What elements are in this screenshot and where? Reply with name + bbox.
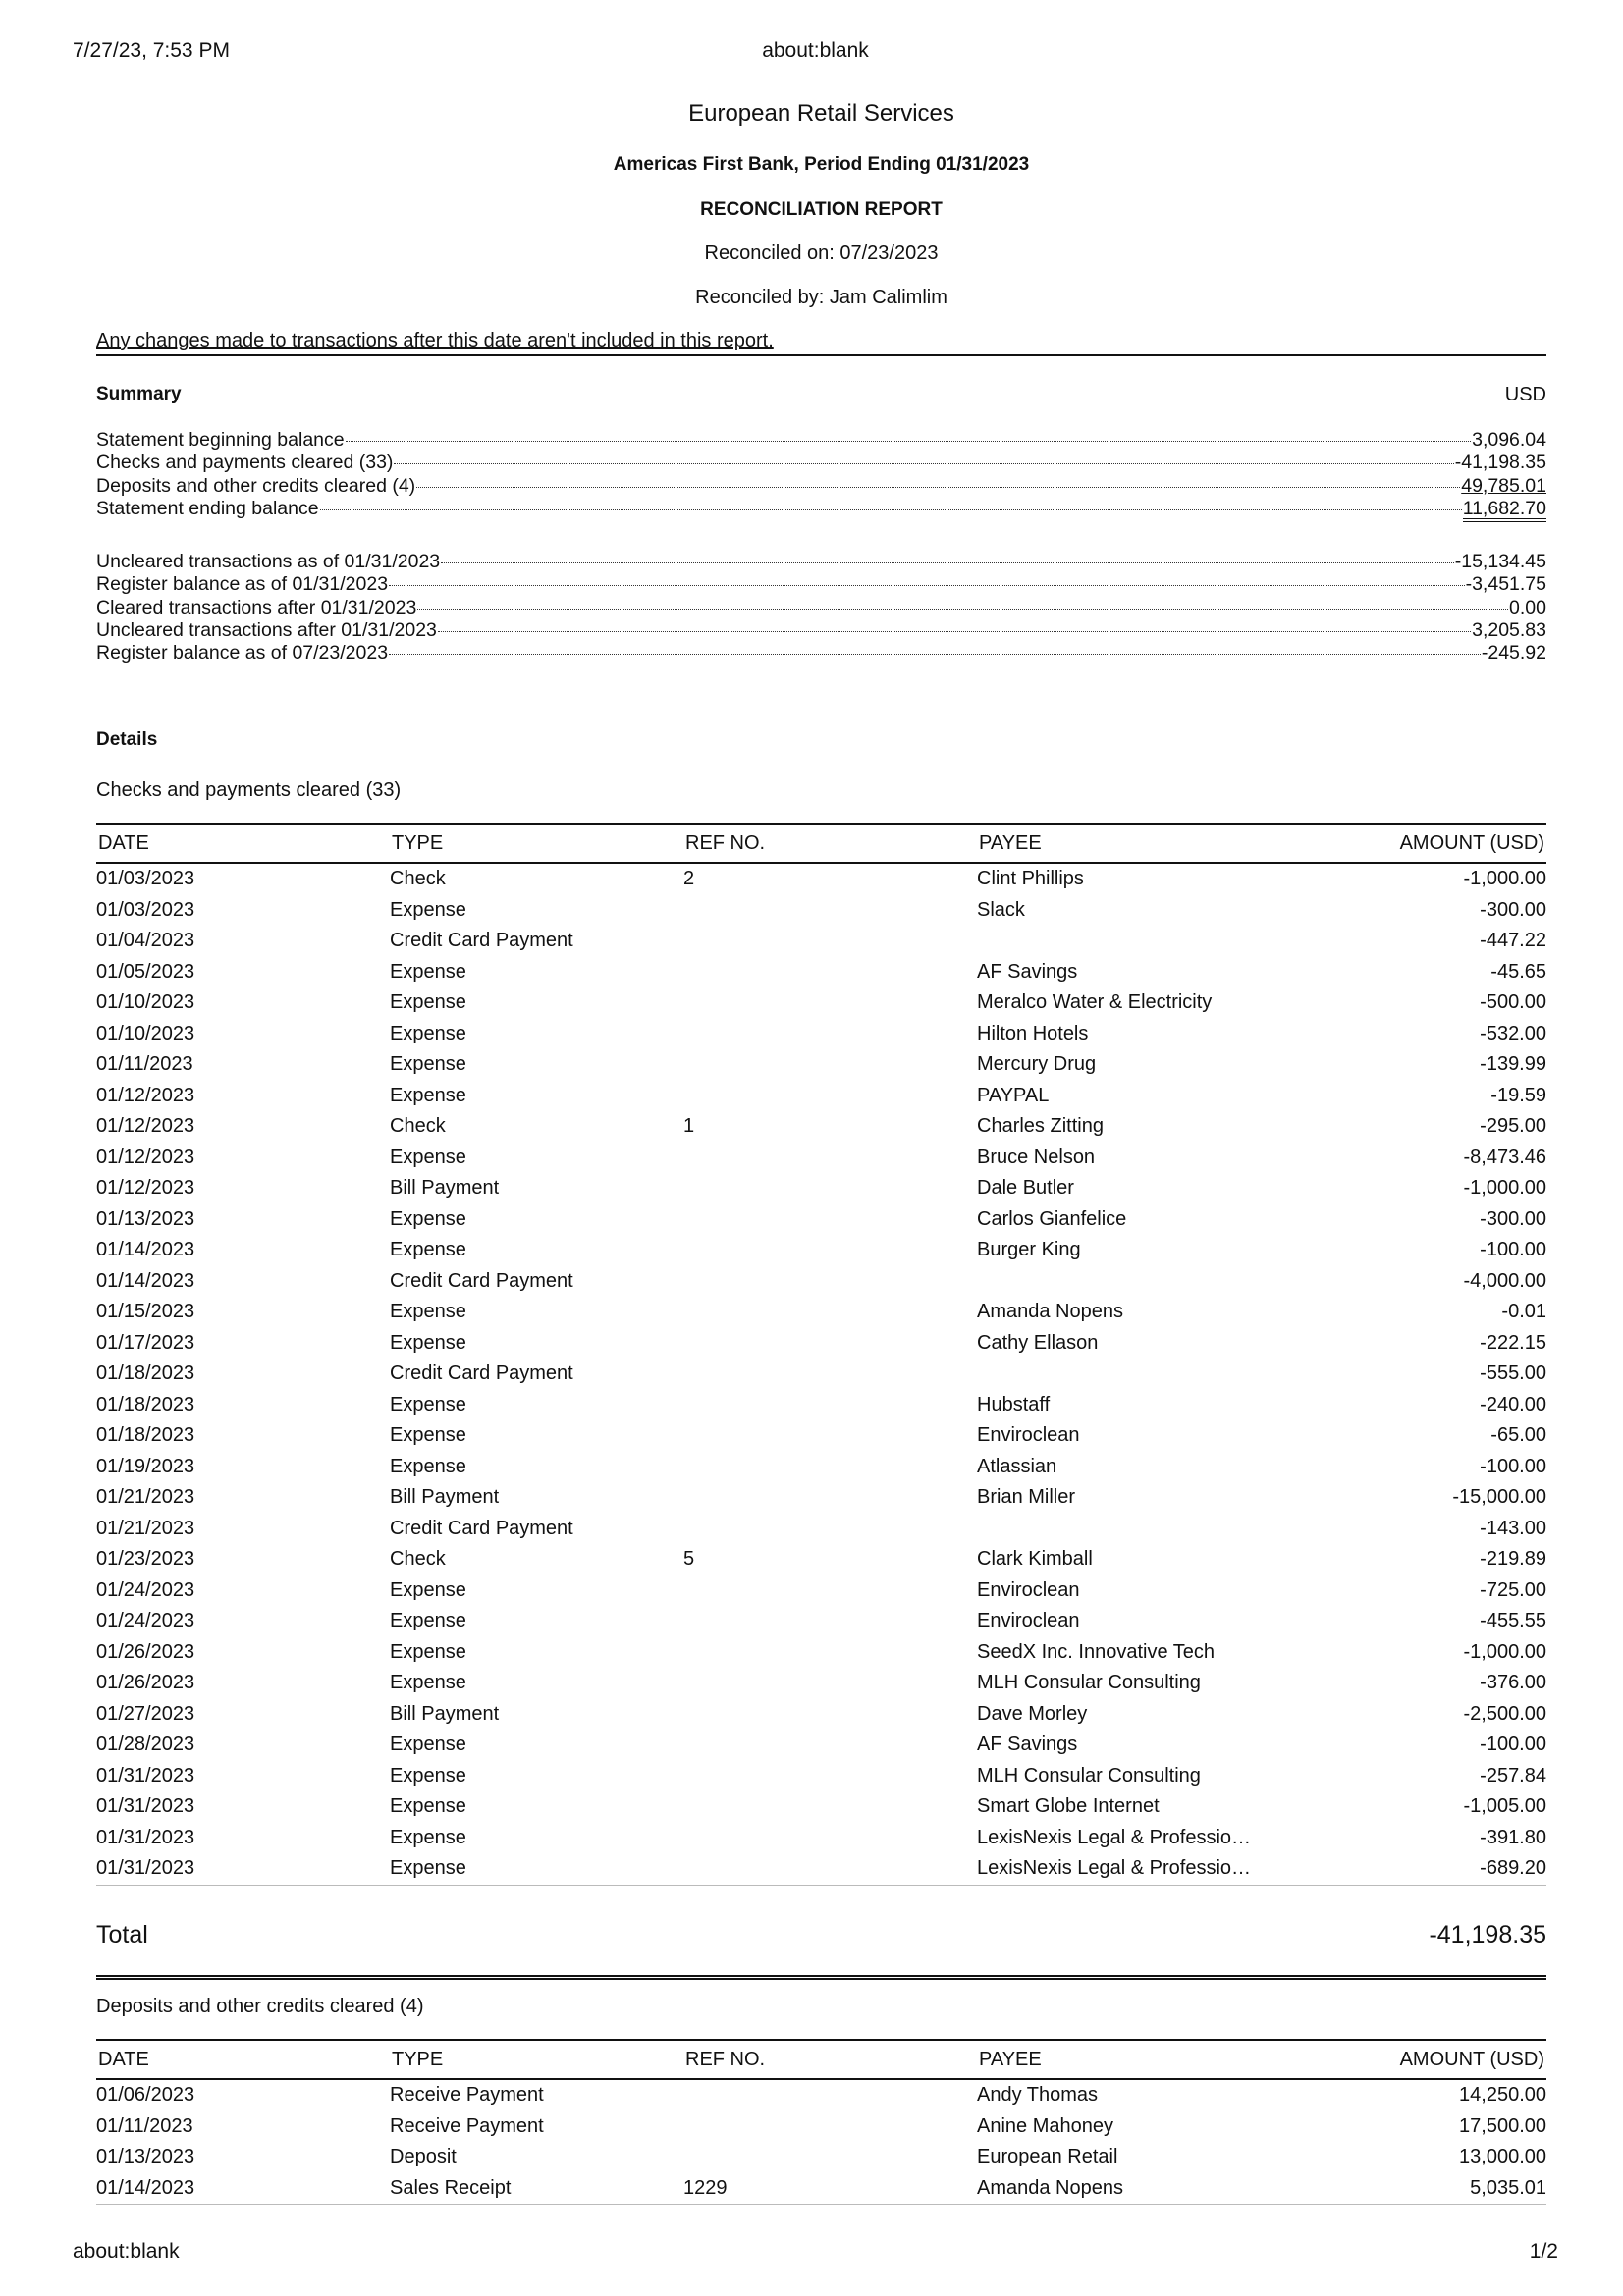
col-header-ref: REF NO. — [683, 2040, 977, 2079]
date-cell: 01/23/2023 — [96, 1548, 195, 1571]
print-header — [73, 39, 1558, 69]
summary-row — [96, 475, 1546, 498]
payee-cell: Meralco Water & Electricity — [977, 991, 1213, 1014]
reconciled-on: Reconciled on: 07/23/2023 — [704, 242, 939, 264]
ref-cell — [683, 2079, 977, 2111]
table-row — [96, 2079, 1546, 2111]
summary-label: Deposits and other credits cleared (4) — [96, 474, 416, 497]
date-cell: 01/17/2023 — [96, 1331, 195, 1354]
payee-cell: Hilton Hotels — [977, 1022, 1089, 1044]
table-row — [96, 1482, 1546, 1514]
date-cell: 01/03/2023 — [96, 868, 195, 890]
table-row — [96, 957, 1546, 988]
type-cell: Deposit — [390, 2146, 457, 2168]
ref-cell — [683, 1143, 977, 1174]
ref-cell — [683, 1730, 977, 1761]
table-row — [96, 1606, 1546, 1637]
ref-cell — [683, 1204, 977, 1236]
table-row — [96, 1730, 1546, 1761]
summary-value: -3,451.75 — [1465, 573, 1546, 596]
date-cell: 01/27/2023 — [96, 1702, 195, 1725]
amount-cell: -143.00 — [1480, 1517, 1546, 1539]
date-cell: 01/13/2023 — [96, 1207, 195, 1230]
type-cell: Expense — [390, 1610, 466, 1632]
summary-label: Uncleared transactions as of 01/31/2023 — [96, 551, 441, 572]
leader-dots — [389, 654, 1481, 655]
amount-cell: -555.00 — [1480, 1362, 1546, 1385]
date-cell: 01/14/2023 — [96, 1269, 195, 1292]
type-cell: Expense — [390, 1084, 466, 1106]
leader-dots — [394, 463, 1453, 464]
leader-dots — [438, 631, 1471, 632]
type-cell: Expense — [390, 1640, 466, 1663]
leader-dots — [320, 509, 1462, 510]
amount-cell: -1,005.00 — [1463, 1795, 1546, 1818]
report-title: RECONCILIATION REPORT — [700, 199, 943, 220]
ref-cell — [683, 988, 977, 1019]
table-row — [96, 1390, 1546, 1421]
checks-total-value: -41,198.35 — [1429, 1921, 1546, 1949]
ref-cell — [683, 1081, 977, 1112]
type-cell: Expense — [390, 1331, 466, 1354]
payee-cell: Hubstaff — [977, 1393, 1051, 1415]
details-heading: Details — [96, 729, 158, 750]
amount-cell: -391.80 — [1480, 1826, 1546, 1848]
ref-cell: 5 — [683, 1548, 695, 1571]
date-cell: 01/10/2023 — [96, 991, 195, 1014]
summary-value: -15,134.45 — [1454, 551, 1546, 572]
ref-cell — [683, 1328, 977, 1360]
table-row — [96, 895, 1546, 927]
amount-cell: -100.00 — [1480, 1239, 1546, 1261]
ref-cell — [683, 2142, 977, 2173]
payee-cell: AF Savings — [977, 1734, 1078, 1756]
summary-value: 0.00 — [1509, 596, 1546, 618]
col-header-payee: PAYEE — [977, 2040, 1305, 2079]
table-row — [96, 2173, 1546, 2205]
amount-cell: -219.89 — [1480, 1548, 1546, 1571]
table-row — [96, 1575, 1546, 1607]
ref-cell — [683, 1761, 977, 1792]
date-cell: 01/21/2023 — [96, 1517, 195, 1539]
col-header-date: DATE — [96, 824, 390, 863]
summary-label: Register balance as of 01/31/2023 — [96, 573, 389, 596]
date-cell: 01/06/2023 — [96, 2084, 195, 2107]
type-cell: Bill Payment — [390, 1486, 500, 1509]
table-row — [96, 863, 1546, 895]
amount-cell: -300.00 — [1480, 898, 1546, 921]
table-row — [96, 1699, 1546, 1731]
payee-cell: MLH Consular Consulting — [977, 1672, 1201, 1694]
deposits-table — [96, 2039, 1546, 2205]
table-row — [96, 1420, 1546, 1452]
table-row — [96, 1143, 1546, 1174]
type-cell: Expense — [390, 1795, 466, 1818]
summary-label: Register balance as of 07/23/2023 — [96, 642, 389, 665]
payee-cell: Amanda Nopens — [977, 1301, 1123, 1323]
summary-row — [96, 619, 1546, 642]
summary-row — [96, 498, 1546, 520]
type-cell: Receive Payment — [390, 2114, 544, 2137]
type-cell: Bill Payment — [390, 1177, 500, 1200]
table-row — [96, 2111, 1546, 2143]
summary-row — [96, 642, 1546, 665]
col-header-type: TYPE — [390, 2040, 683, 2079]
table-header-row — [96, 824, 1546, 863]
amount-cell: -725.00 — [1480, 1578, 1546, 1601]
type-cell: Expense — [390, 1053, 466, 1076]
summary-row — [96, 452, 1546, 474]
summary-group-register — [96, 551, 1546, 665]
payee-cell — [977, 926, 1305, 957]
amount-cell: -500.00 — [1480, 991, 1546, 1014]
date-cell: 01/11/2023 — [96, 2114, 193, 2137]
date-cell: 01/12/2023 — [96, 1115, 195, 1138]
table-row — [96, 1204, 1546, 1236]
date-cell: 01/03/2023 — [96, 898, 195, 921]
date-cell: 01/18/2023 — [96, 1424, 195, 1447]
payee-cell: Dale Butler — [977, 1177, 1074, 1200]
ref-cell — [683, 1575, 977, 1607]
col-header-payee: PAYEE — [977, 824, 1305, 863]
date-cell: 01/15/2023 — [96, 1301, 195, 1323]
col-header-amount: AMOUNT (USD) — [1305, 2040, 1546, 2079]
type-cell: Expense — [390, 1393, 466, 1415]
table-row — [96, 1049, 1546, 1081]
summary-label: Cleared transactions after 01/31/2023 — [96, 596, 417, 618]
summary-value: 11,682.70 — [1463, 499, 1546, 522]
leader-dots — [416, 487, 1460, 488]
ref-cell: 1229 — [683, 2173, 977, 2205]
type-cell: Expense — [390, 960, 466, 983]
amount-cell: -100.00 — [1480, 1455, 1546, 1477]
table-row — [96, 1853, 1546, 1885]
date-cell: 01/26/2023 — [96, 1672, 195, 1694]
payee-cell: Anine Mahoney — [977, 2114, 1113, 2137]
table-row — [96, 1637, 1546, 1669]
summary-label: Statement ending balance — [96, 497, 319, 519]
date-cell: 01/05/2023 — [96, 960, 195, 983]
type-cell: Expense — [390, 1672, 466, 1694]
payee-cell: Bruce Nelson — [977, 1146, 1096, 1168]
type-cell: Credit Card Payment — [390, 1362, 573, 1385]
col-header-ref: REF NO. — [683, 824, 977, 863]
payee-cell: Dave Morley — [977, 1702, 1088, 1725]
amount-cell: 13,000.00 — [1459, 2146, 1546, 2168]
type-cell: Expense — [390, 1301, 466, 1323]
leader-dots — [389, 585, 1465, 586]
deposits-table-body — [96, 2079, 1546, 2205]
type-cell: Receive Payment — [390, 2084, 544, 2107]
table-row — [96, 1019, 1546, 1050]
table-row — [96, 1823, 1546, 1854]
amount-cell: 14,250.00 — [1459, 2084, 1546, 2107]
deposits-section-title: Deposits and other credits cleared (4) — [96, 1996, 424, 2017]
company-name: European Retail Services — [688, 100, 954, 127]
date-cell: 01/11/2023 — [96, 1053, 193, 1076]
ref-cell — [683, 1482, 977, 1514]
date-cell: 01/31/2023 — [96, 1764, 195, 1787]
summary-group-statement — [96, 429, 1546, 520]
summary-label: Checks and payments cleared (33) — [96, 452, 394, 474]
payee-cell: Cathy Ellason — [977, 1331, 1099, 1354]
type-cell: Check — [390, 868, 446, 890]
report-notice — [96, 330, 1546, 356]
table-row — [96, 1761, 1546, 1792]
type-cell: Expense — [390, 1022, 466, 1044]
print-url: about:blank — [762, 39, 869, 62]
summary-row — [96, 597, 1546, 619]
payee-cell: AF Savings — [977, 960, 1078, 983]
payee-cell: MLH Consular Consulting — [977, 1764, 1201, 1787]
print-footer — [73, 2240, 1558, 2269]
ref-cell — [683, 1853, 977, 1885]
checks-table — [96, 823, 1546, 1886]
checks-section-title: Checks and payments cleared (33) — [96, 779, 402, 801]
ref-cell — [683, 957, 977, 988]
payee-cell: Atlassian — [977, 1455, 1057, 1477]
date-cell: 01/31/2023 — [96, 1853, 390, 1885]
date-cell: 01/14/2023 — [96, 2173, 390, 2205]
payee-cell: Amanda Nopens — [977, 2173, 1305, 2205]
checks-total-label: Total — [96, 1921, 148, 1949]
type-cell: Expense — [390, 1578, 466, 1601]
ref-cell — [683, 1390, 977, 1421]
ref-cell — [683, 895, 977, 927]
amount-cell: -19.59 — [1490, 1084, 1546, 1106]
table-row — [96, 1266, 1546, 1298]
summary-heading: Summary — [96, 384, 182, 404]
payee-cell: Burger King — [977, 1239, 1081, 1261]
ref-cell — [683, 1823, 977, 1854]
date-cell: 01/28/2023 — [96, 1734, 195, 1756]
date-cell: 01/18/2023 — [96, 1362, 195, 1385]
payee-cell — [977, 1514, 1305, 1545]
date-cell: 01/12/2023 — [96, 1084, 195, 1106]
report-notice-text: Any changes made to transactions after this date aren't included in this report. — [96, 330, 774, 351]
ref-cell — [683, 1420, 977, 1452]
summary-row — [96, 429, 1546, 452]
type-cell: Expense — [390, 1734, 466, 1756]
ref-cell — [683, 1668, 977, 1699]
type-cell: Check — [390, 1548, 446, 1571]
summary-value: -41,198.35 — [1454, 452, 1546, 474]
amount-cell: -8,473.46 — [1463, 1146, 1546, 1168]
ref-cell — [683, 1791, 977, 1823]
payee-cell: Carlos Gianfelice — [977, 1207, 1127, 1230]
summary-label: Statement beginning balance — [96, 429, 345, 451]
summary-value: 3,096.04 — [1472, 429, 1546, 451]
amount-cell: -139.99 — [1480, 1053, 1546, 1076]
table-header-row — [96, 2040, 1546, 2079]
payee-cell — [977, 1266, 1305, 1298]
date-cell: 01/13/2023 — [96, 2146, 195, 2168]
type-cell: Expense — [390, 1207, 466, 1230]
ref-cell — [683, 1452, 977, 1483]
payee-cell — [977, 1359, 1305, 1390]
leader-dots — [346, 441, 1471, 442]
leader-dots — [417, 609, 1508, 610]
table-row — [96, 1328, 1546, 1360]
ref-cell — [683, 1019, 977, 1050]
payee-cell: Enviroclean — [977, 1610, 1080, 1632]
amount-cell: -300.00 — [1480, 1207, 1546, 1230]
date-cell: 01/10/2023 — [96, 1022, 195, 1044]
payee-cell: Brian Miller — [977, 1486, 1076, 1509]
amount-cell: -455.55 — [1480, 1610, 1546, 1632]
payee-cell: Andy Thomas — [977, 2084, 1099, 2107]
type-cell: Expense — [390, 1455, 466, 1477]
table-row — [96, 1297, 1546, 1328]
amount-cell: -1,000.00 — [1463, 1177, 1546, 1200]
payee-cell: European Retail — [977, 2146, 1118, 2168]
summary-row — [96, 551, 1546, 573]
date-cell: 01/12/2023 — [96, 1177, 195, 1200]
date-cell: 01/24/2023 — [96, 1610, 195, 1632]
table-row — [96, 1081, 1546, 1112]
type-cell: Bill Payment — [390, 1702, 500, 1725]
ref-cell — [683, 1637, 977, 1669]
payee-cell: LexisNexis Legal & Professio… — [977, 1853, 1305, 1885]
payee-cell: Enviroclean — [977, 1578, 1080, 1601]
table-row — [96, 1235, 1546, 1266]
ref-cell — [683, 1235, 977, 1266]
table-row — [96, 926, 1546, 957]
table-row — [96, 1452, 1546, 1483]
amount-cell: -1,000.00 — [1463, 1640, 1546, 1663]
footer-url: about:blank — [73, 2240, 180, 2263]
type-cell: Expense — [390, 1764, 466, 1787]
date-cell: 01/26/2023 — [96, 1640, 195, 1663]
amount-cell: -257.84 — [1480, 1764, 1546, 1787]
summary-row — [96, 573, 1546, 596]
date-cell: 01/21/2023 — [96, 1486, 195, 1509]
summary-value: 3,205.83 — [1472, 618, 1546, 641]
date-cell: 01/12/2023 — [96, 1146, 195, 1168]
type-cell: Credit Card Payment — [390, 930, 573, 952]
ref-cell: 1 — [683, 1115, 695, 1138]
amount-cell: -45.65 — [1490, 960, 1546, 983]
amount-cell: -376.00 — [1480, 1672, 1546, 1694]
amount-cell: -2,500.00 — [1463, 1702, 1546, 1725]
ref-cell — [683, 1359, 977, 1390]
ref-cell: 2 — [683, 868, 695, 890]
date-cell: 01/18/2023 — [96, 1393, 195, 1415]
summary-label: Uncleared transactions after 01/31/2023 — [96, 618, 437, 641]
type-cell: Expense — [390, 1239, 466, 1261]
payee-cell: Charles Zitting — [977, 1115, 1104, 1138]
type-cell: Expense — [390, 898, 466, 921]
summary-value: -245.92 — [1481, 642, 1546, 665]
date-cell: 01/31/2023 — [96, 1795, 195, 1818]
payee-cell: Smart Globe Internet — [977, 1795, 1160, 1818]
amount-cell: -0.01 — [1501, 1301, 1546, 1323]
amount-cell: 5,035.01 — [1305, 2173, 1546, 2205]
amount-cell: -532.00 — [1480, 1022, 1546, 1044]
type-cell: Expense — [390, 991, 466, 1014]
payee-cell: Mercury Drug — [977, 1053, 1097, 1076]
table-row — [96, 2142, 1546, 2173]
ref-cell — [683, 1266, 977, 1298]
amount-cell: -1,000.00 — [1463, 868, 1546, 890]
col-header-type: TYPE — [390, 824, 683, 863]
date-cell: 01/31/2023 — [96, 1826, 195, 1848]
ref-cell — [683, 1699, 977, 1731]
reconciled-by: Reconciled by: Jam Calimlim — [695, 287, 947, 308]
payee-cell: Slack — [977, 898, 1025, 921]
amount-cell: -4,000.00 — [1463, 1269, 1546, 1292]
amount-cell: -65.00 — [1490, 1424, 1546, 1447]
amount-cell: -689.20 — [1305, 1853, 1546, 1885]
payee-cell: SeedX Inc. Innovative Tech — [977, 1640, 1216, 1663]
type-cell: Expense — [390, 1853, 683, 1885]
amount-cell: 17,500.00 — [1459, 2114, 1546, 2137]
ref-cell — [683, 1297, 977, 1328]
amount-cell: -295.00 — [1480, 1115, 1546, 1138]
amount-cell: -447.22 — [1480, 930, 1546, 952]
table-row — [96, 1544, 1546, 1575]
payee-cell: LexisNexis Legal & Professio… — [977, 1826, 1252, 1848]
payee-cell: Enviroclean — [977, 1424, 1080, 1447]
date-cell: 01/19/2023 — [96, 1455, 195, 1477]
type-cell: Check — [390, 1115, 446, 1138]
amount-cell: -240.00 — [1480, 1393, 1546, 1415]
type-cell: Sales Receipt — [390, 2173, 683, 2205]
table-row — [96, 1514, 1546, 1545]
payee-cell: PAYPAL — [977, 1084, 1050, 1106]
date-cell: 01/04/2023 — [96, 930, 195, 952]
ref-cell — [683, 1049, 977, 1081]
amount-cell: -222.15 — [1480, 1331, 1546, 1354]
ref-cell — [683, 2111, 977, 2143]
col-header-date: DATE — [96, 2040, 390, 2079]
ref-cell — [683, 1514, 977, 1545]
checks-table-body — [96, 863, 1546, 1885]
summary-value: 49,785.01 — [1461, 474, 1546, 497]
table-row — [96, 1111, 1546, 1143]
report-subtitle: Americas First Bank, Period Ending 01/31/2023 — [613, 154, 1030, 175]
table-row — [96, 1791, 1546, 1823]
leader-dots — [441, 562, 1454, 563]
ref-cell — [683, 1606, 977, 1637]
payee-cell: Clark Kimball — [977, 1548, 1093, 1571]
type-cell: Credit Card Payment — [390, 1517, 573, 1539]
checks-total-row — [96, 1906, 1546, 1980]
summary-currency: USD — [1504, 384, 1546, 405]
ref-cell — [683, 926, 977, 957]
print-timestamp: 7/27/23, 7:53 PM — [73, 39, 230, 62]
table-row — [96, 988, 1546, 1019]
type-cell: Expense — [390, 1826, 466, 1848]
amount-cell: -15,000.00 — [1452, 1486, 1546, 1509]
date-cell: 01/14/2023 — [96, 1239, 195, 1261]
date-cell: 01/24/2023 — [96, 1578, 195, 1601]
type-cell: Credit Card Payment — [390, 1269, 573, 1292]
type-cell: Expense — [390, 1424, 466, 1447]
ref-cell — [683, 1173, 977, 1204]
amount-cell: -100.00 — [1480, 1734, 1546, 1756]
col-header-amount: AMOUNT (USD) — [1305, 824, 1546, 863]
table-row — [96, 1173, 1546, 1204]
page-number: 1/2 — [1529, 2240, 1558, 2263]
summary-header — [96, 384, 1546, 405]
table-row — [96, 1359, 1546, 1390]
payee-cell: Clint Phillips — [977, 868, 1084, 890]
table-row — [96, 1668, 1546, 1699]
type-cell: Expense — [390, 1146, 466, 1168]
